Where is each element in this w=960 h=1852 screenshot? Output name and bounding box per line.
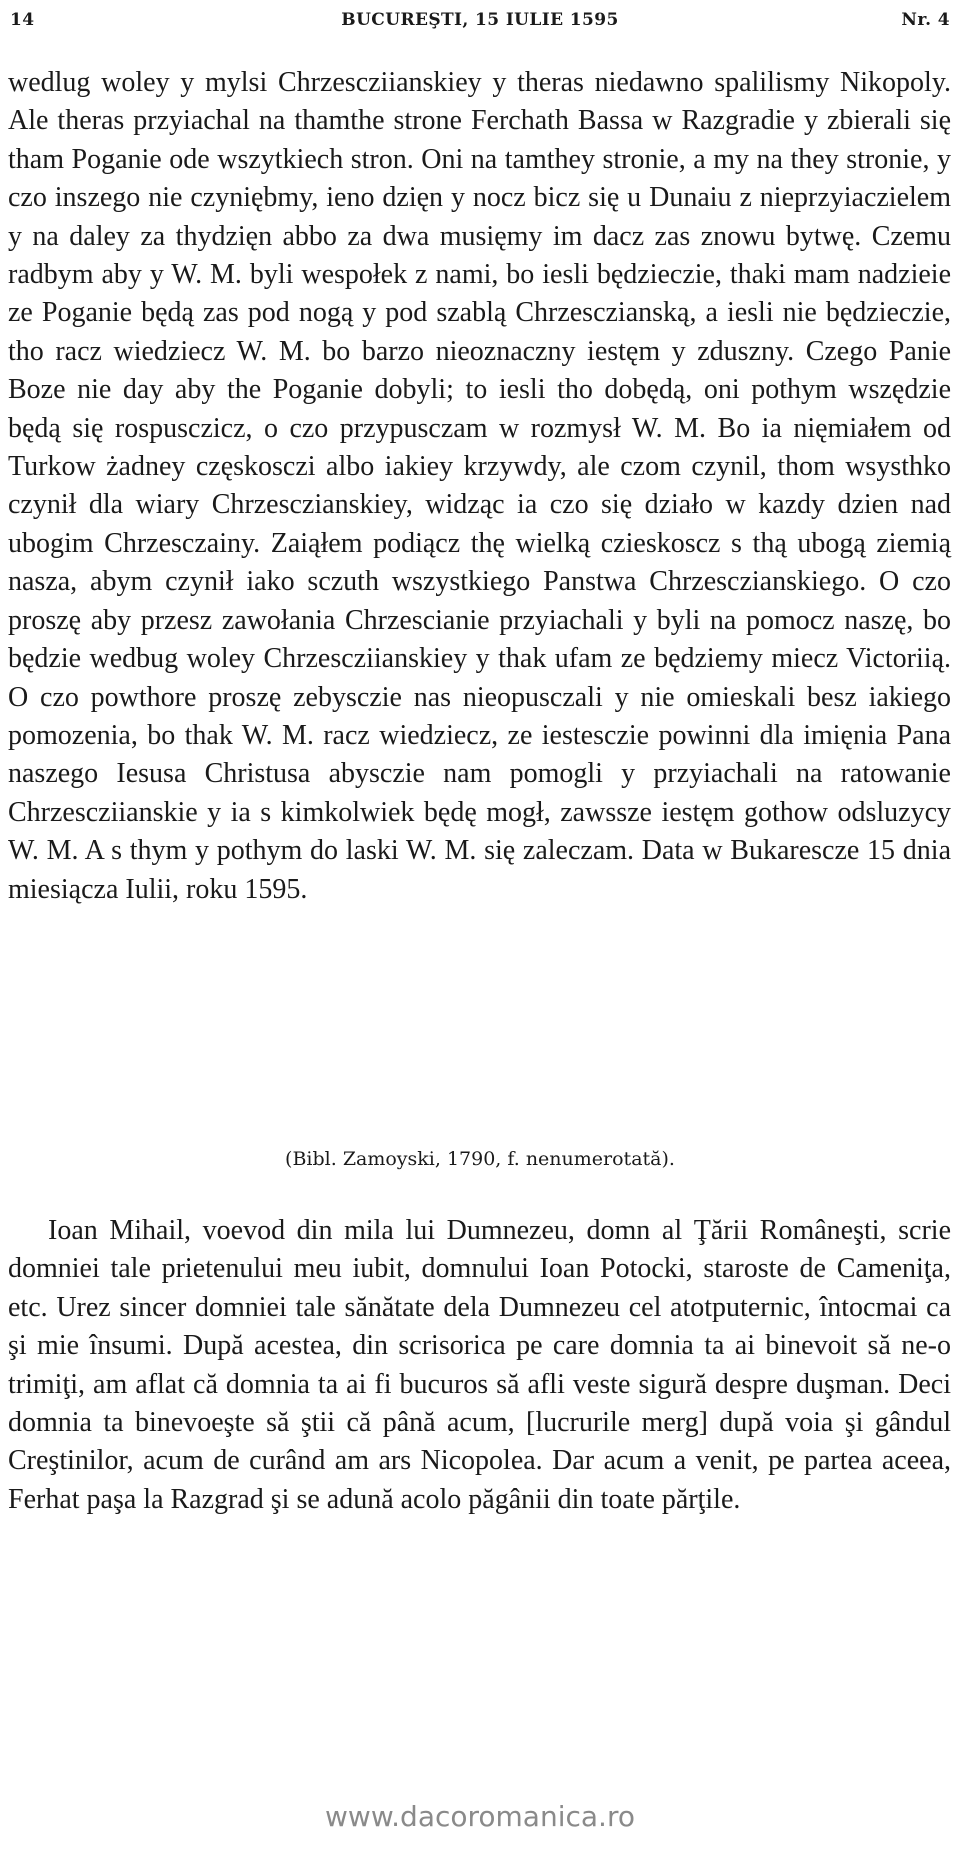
romanian-translation-paragraph: Ioan Mihail, voevod din mila lui Dumnezeu, domn al Ţării Româneşti, scrie domniei tale prietenului meu iubit, domnului Ioan Potocki, staroste de Cameniţa, etc. Urez sincer domniei tale sănătate dela Dumnezeu cel atotputernic, întocmai ca şi mie însumi. După acestea, din scrisorica pe care domnia ta ai binevoit să ne-o trimiţi, am aflat că domnia ta ai fi bucuros să afli veste sigură despre duşman. Deci domnia ta binevoeşte să ştii că până acum, [lucrurile merg] după voia şi gândul Creştinilor, acum de curând am ars Nicopolea. Dar acum a venit, pe partea aceea, Ferhat paşa la Razgrad şi se adună acolo păgânii din toate părţile. xyxy=(8,1215,951,1515)
running-header xyxy=(10,10,950,34)
header-title: BUCUREŞTI, 15 IULIE 1595 xyxy=(341,10,619,30)
page-number: 14 xyxy=(10,10,35,30)
polish-letter-paragraph: wedlug woley y mylsi Chrzescziianskiey y theras niedawno spalilismy Nikopoly. Ale theras przyiachal na thamthe strone Ferchath Bassa w Razgradie y zbierali się tham Poganie ode wszytkiech stron. Oni na tamthey stronie, a my na they stronie, y czo inszego nie czyniębmy, ieno dzięn y nocz bicz się u Dunaiu z nieprzyiaczielem y na daley za thydzięn abbo za dwa musięmy im dacz zas znowu bytwę. Czemu radbym aby y W. M. byli wespołek z nami, bo iesli będzieczie, thaki mam nadzieie ze Poganie będą zas pod nogą y pod szablą Chrzesczianską, a iesli nie będzieczie, tho racz wiedziecz W. M. bo barzo nieoznaczny iestęm y zduszny. Czego Panie Boze nie day aby the Poganie dobyli; to iesli tho dobędą, oni pothym wszędzie będą się rospusczicz, o czo przypusczam w rozmysł W. M. Bo ia nięmiałem od Turkow żadney częskosczi albo iakiey krzywdy, ale czom czynil, thom wsysthko czynił dla wiary Chrzesczianskiey, widząc ia czo się działo w kazdy dzien nad ubogim Chrzesczainy. Zaiąłem podiącz thę wielką czieskoscz s thą ubogą ziemią nasza, abym czynił iako sczuth wszystkiego Panstwa Chrzesczianskiego. O czo proszę aby przesz zawołania Chrzescianie przyiachali y byli na pomocz naszę, bo będzie wedbug woley Chrzescziianskiey y thak ufam ze będziemy miecz Victoriią. O czo powthore proszę zebysczie nas nieopusczali y nie omieskali besz iakiego pomozenia, bo thak W. M. racz wiedziecz, ze iestesczie powinni dla imięnia Pana naszego Iesusa Christusa abysczie nam pomogli y przyiachali na ratowanie Chrzescziianskie y ia s kimkolwiek będę mogł, zawssze iestęm gothow odsluzycy W. M. A s thym y pothym do laski W. M. się zaleczam. Data w Bukaresczе 15 dnia miesiącza Iulii, roku 1595. xyxy=(8,67,951,905)
issue-number: Nr. 4 xyxy=(901,10,950,30)
source-citation: (Bibl. Zamoyski, 1790, f. nenumerotată). xyxy=(285,1148,675,1170)
website-watermark[interactable]: www.dacoromanica.ro xyxy=(325,1800,635,1833)
